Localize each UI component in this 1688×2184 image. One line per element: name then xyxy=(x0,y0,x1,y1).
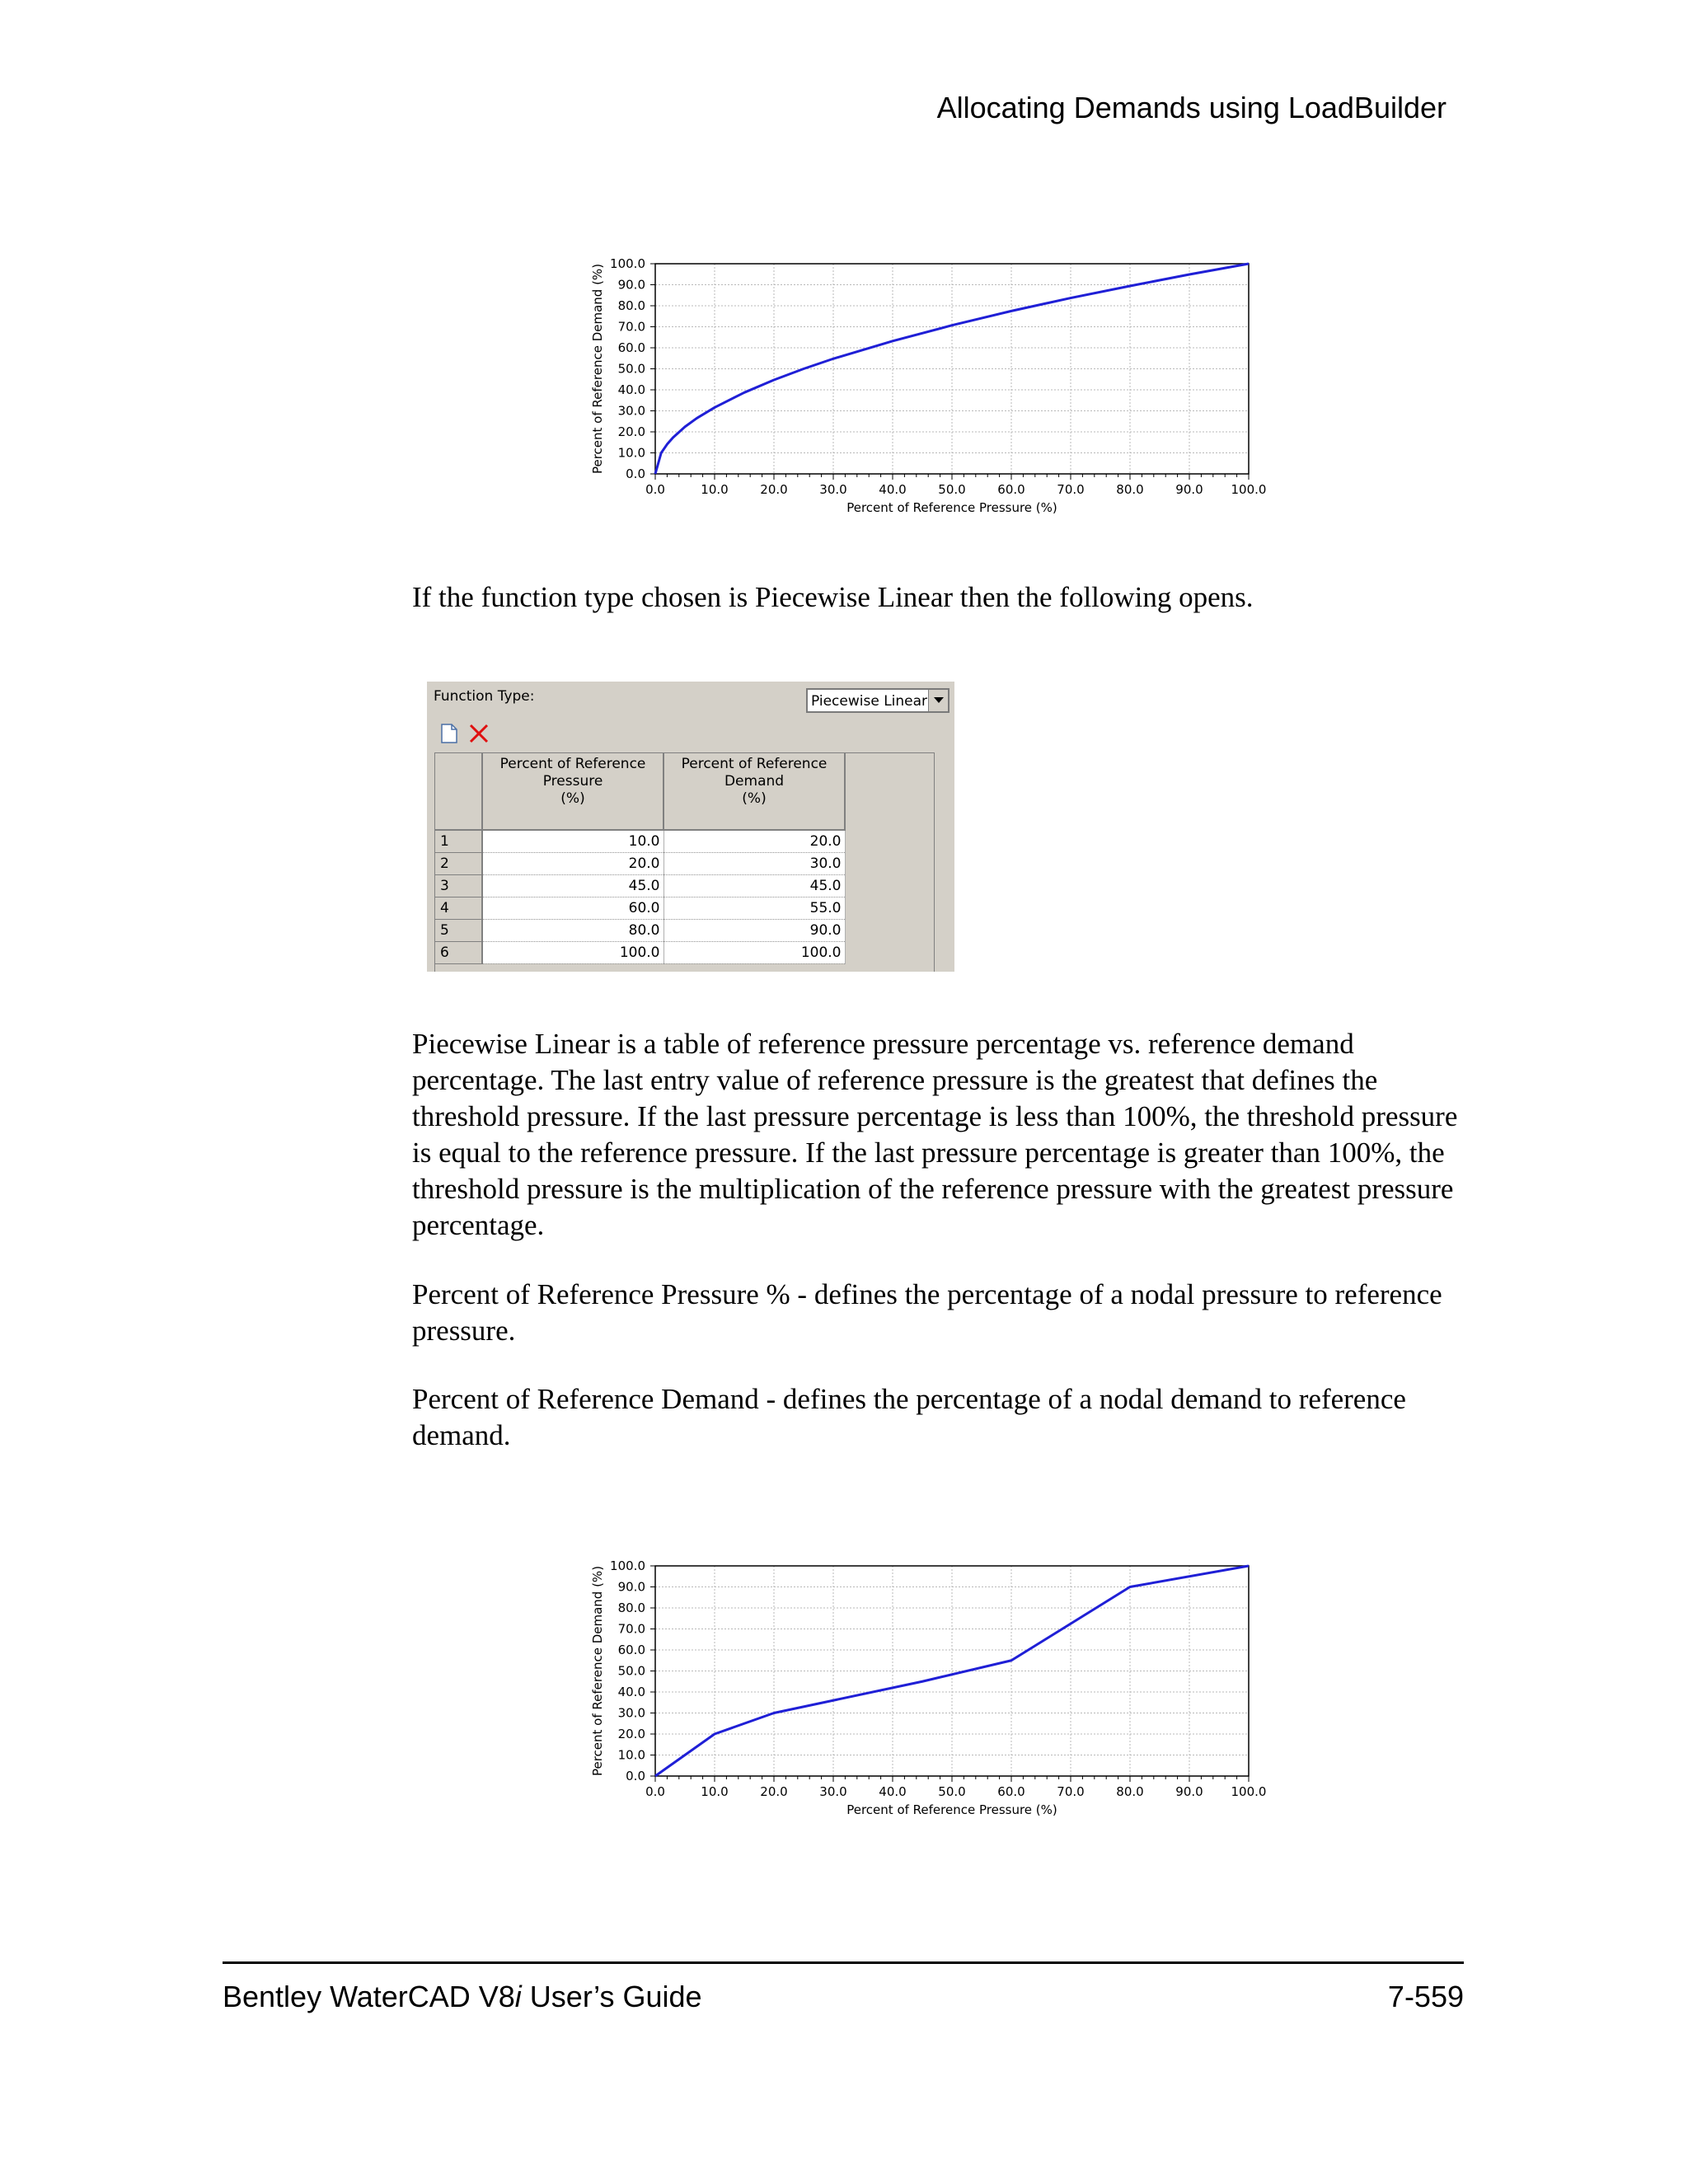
y-tick-label: 20.0 xyxy=(617,1727,645,1741)
x-tick-label: 70.0 xyxy=(1057,1784,1085,1799)
y-tick-label: 20.0 xyxy=(617,424,645,439)
y-tick-label: 10.0 xyxy=(617,445,645,461)
row-index[interactable]: 3 xyxy=(435,874,482,897)
x-tick-label: 50.0 xyxy=(938,482,966,497)
column-header-pressure-line-2: Pressure xyxy=(542,773,603,790)
y-tick-label: 70.0 xyxy=(617,319,645,335)
y-tick-label: 30.0 xyxy=(617,1705,645,1721)
y-tick-label: 0.0 xyxy=(626,1769,645,1783)
x-tick-label: 60.0 xyxy=(997,1784,1025,1799)
x-tick-label: 20.0 xyxy=(760,482,788,497)
y-tick-label: 100.0 xyxy=(610,1558,645,1573)
x-tick-label: 30.0 xyxy=(819,1784,847,1799)
x-tick-label: 0.0 xyxy=(645,1784,665,1799)
pressure-cell[interactable]: 20.0 xyxy=(482,852,663,874)
table-row[interactable] xyxy=(435,897,845,919)
footer-page-number: 7-559 xyxy=(1387,1980,1464,2013)
x-tick-label: 20.0 xyxy=(760,1784,788,1799)
demand-cell[interactable]: 20.0 xyxy=(663,830,845,852)
column-header-demand-line-3: (%) xyxy=(742,790,767,807)
y-axis-label: Percent of Reference Demand (%) xyxy=(590,1565,605,1777)
row-index[interactable]: 2 xyxy=(435,852,482,874)
piecewise-linear-chart xyxy=(577,1541,1278,1838)
column-header-demand[interactable] xyxy=(663,753,845,830)
chart-svg-2 xyxy=(577,1541,1278,1838)
demand-cell[interactable]: 30.0 xyxy=(663,852,845,874)
x-tick-label: 40.0 xyxy=(879,482,907,497)
new-row-icon[interactable] xyxy=(440,723,458,744)
demand-cell[interactable]: 55.0 xyxy=(663,897,845,919)
y-axis-label: Percent of Reference Demand (%) xyxy=(590,263,605,475)
row-index[interactable]: 6 xyxy=(435,941,482,963)
chart-svg-1 xyxy=(577,239,1278,536)
demand-cell[interactable]: 100.0 xyxy=(663,941,845,963)
x-tick-label: 40.0 xyxy=(879,1784,907,1799)
y-tick-label: 10.0 xyxy=(617,1747,645,1763)
y-tick-label: 90.0 xyxy=(617,1579,645,1595)
y-tick-label: 50.0 xyxy=(617,361,645,377)
x-tick-label: 80.0 xyxy=(1116,482,1144,497)
x-tick-label: 90.0 xyxy=(1175,1784,1203,1799)
demand-cell[interactable]: 90.0 xyxy=(663,919,845,941)
x-tick-label: 0.0 xyxy=(645,482,665,497)
x-tick-label: 10.0 xyxy=(701,482,729,497)
x-tick-label: 100.0 xyxy=(1231,482,1267,497)
x-tick-label: 10.0 xyxy=(701,1784,729,1799)
column-header-demand-line-1: Percent of Reference xyxy=(681,756,828,772)
y-tick-label: 60.0 xyxy=(617,340,645,355)
column-header-pressure-line-3: (%) xyxy=(560,790,585,807)
footer-guide-title-start: Bentley WaterCAD V8 xyxy=(223,1980,515,2013)
paragraph-demand-definition: Percent of Reference Demand - defines the percentage of a nodal demand to reference demand. xyxy=(412,1383,1406,1451)
table-row[interactable] xyxy=(435,852,845,874)
x-tick-label: 100.0 xyxy=(1231,1784,1267,1799)
x-tick-label: 50.0 xyxy=(938,1784,966,1799)
table-row[interactable] xyxy=(435,830,845,852)
table-row[interactable] xyxy=(435,874,845,897)
y-tick-label: 90.0 xyxy=(617,277,645,293)
piecewise-linear-panel xyxy=(427,682,954,972)
y-tick-label: 60.0 xyxy=(617,1643,645,1657)
y-tick-label: 80.0 xyxy=(617,1601,645,1615)
x-axis-label: Percent of Reference Pressure (%) xyxy=(846,1802,1057,1817)
x-axis-label: Percent of Reference Pressure (%) xyxy=(846,500,1057,515)
footer-rule xyxy=(223,1961,1464,1964)
pressure-cell[interactable]: 10.0 xyxy=(482,830,663,852)
pressure-cell[interactable]: 100.0 xyxy=(482,941,663,963)
y-tick-label: 70.0 xyxy=(617,1621,645,1637)
row-index[interactable]: 5 xyxy=(435,919,482,941)
row-index[interactable]: 1 xyxy=(435,830,482,852)
delete-row-icon[interactable] xyxy=(468,723,490,744)
paragraph-piecewise-description: Piecewise Linear is a table of reference pressure percentage vs. reference demand percentage. The last entry value of reference pressure is the greatest that defines the threshold pressure. If the last pressure percentage is less than 100%, the threshold pressure is equal to the reference pressure. If the last pressure percentage is greater than 100%, the threshold pressure is the multiplication of the reference pressure with the greatest pressure percentage. xyxy=(412,1028,1458,1241)
column-header-pressure[interactable] xyxy=(482,753,663,830)
footer-guide-title-italic: i xyxy=(514,1980,522,2013)
table-corner-header xyxy=(435,753,482,830)
pressure-cell[interactable]: 60.0 xyxy=(482,897,663,919)
function-type-label: Function Type: xyxy=(434,688,535,705)
function-type-dropdown[interactable] xyxy=(806,688,950,713)
y-tick-label: 100.0 xyxy=(610,256,645,271)
y-tick-label: 50.0 xyxy=(617,1663,645,1679)
y-tick-label: 40.0 xyxy=(617,1685,645,1699)
paragraph-pressure-definition: Percent of Reference Pressure % - defines the percentage of a nodal pressure to reference pressure. xyxy=(412,1278,1442,1347)
column-header-demand-line-2: Demand xyxy=(724,773,785,790)
intro-paragraph: If the function type chosen is Piecewise Linear then the following opens. xyxy=(412,581,1254,613)
footer-guide-title-end: User’s Guide xyxy=(521,1980,702,2013)
y-tick-label: 80.0 xyxy=(617,298,645,313)
pressure-cell[interactable]: 80.0 xyxy=(482,919,663,941)
demand-cell[interactable]: 45.0 xyxy=(663,874,845,897)
page-header-title: Allocating Demands using LoadBuilder xyxy=(936,91,1447,124)
piecewise-table xyxy=(434,752,935,972)
footer-guide-title xyxy=(223,1980,702,2014)
chevron-down-icon[interactable] xyxy=(928,690,948,711)
table-row[interactable] xyxy=(435,919,845,941)
table-row[interactable] xyxy=(435,941,845,963)
x-tick-label: 80.0 xyxy=(1116,1784,1144,1799)
x-tick-label: 90.0 xyxy=(1175,482,1203,497)
x-tick-label: 60.0 xyxy=(997,482,1025,497)
x-tick-label: 70.0 xyxy=(1057,482,1085,497)
x-tick-label: 30.0 xyxy=(819,482,847,497)
row-index[interactable]: 4 xyxy=(435,897,482,919)
function-type-value: Piecewise Linear xyxy=(811,693,928,710)
column-header-pressure-line-1: Percent of Reference xyxy=(499,756,646,772)
y-tick-label: 30.0 xyxy=(617,403,645,419)
y-tick-label: 40.0 xyxy=(617,382,645,397)
y-tick-label: 0.0 xyxy=(626,466,645,481)
pressure-cell[interactable]: 45.0 xyxy=(482,874,663,897)
power-function-chart xyxy=(577,239,1278,536)
